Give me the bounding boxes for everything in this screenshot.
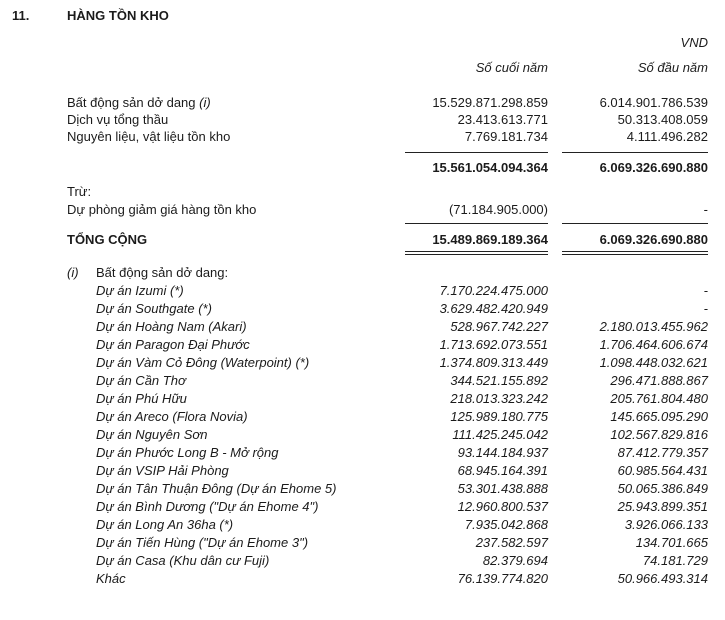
project-value-end: 3.629.482.420.949 [439, 301, 548, 316]
project-value-end: 7.935.042.868 [464, 517, 548, 532]
section-title: HÀNG TỒN KHO [67, 8, 169, 23]
project-value-end: 12.960.800.537 [457, 499, 548, 514]
subtotal-end: 15.561.054.094.364 [432, 160, 548, 175]
project-name: Dự án VSIP Hải Phòng [96, 463, 229, 478]
total-begin: 6.069.326.690.880 [599, 232, 708, 247]
project-value-begin: 205.761.804.480 [610, 391, 708, 406]
project-name: Dự án Vàm Cỏ Đông (Waterpoint) (*) [96, 355, 310, 370]
project-value-begin: 50.065.386.849 [617, 481, 708, 496]
project-name: Dự án Nguyên Sơn [96, 427, 208, 442]
rule-subtotal-end [405, 152, 548, 153]
project-value-end: 53.301.438.888 [457, 481, 548, 496]
project-name: Dự án Phước Long B - Mở rộng [96, 445, 279, 460]
row-value-begin-1: 50.313.408.059 [617, 112, 708, 127]
project-value-begin: 25.943.899.351 [617, 499, 708, 514]
section-number: 11. [12, 8, 30, 23]
provision-end: (71.184.905.000) [448, 202, 548, 217]
project-value-end: 76.139.774.820 [457, 571, 548, 586]
column-header-end: Số cuối năm [475, 60, 548, 75]
project-value-end: 111.425.245.042 [452, 427, 548, 442]
project-name: Dự án Cần Thơ [96, 373, 186, 388]
project-value-begin: 50.966.493.314 [617, 571, 708, 586]
project-value-end: 1.374.809.313.449 [439, 355, 548, 370]
provision-begin: - [703, 202, 708, 217]
row-label-0 [67, 95, 211, 110]
rule-total-begin-double-bottom [562, 254, 708, 255]
project-value-begin: 1.706.464.606.674 [599, 337, 708, 352]
project-name: Dự án Tân Thuận Đông (Dự án Ehome 5) [96, 481, 337, 496]
rule-total-begin [562, 223, 708, 224]
project-name: Dự án Izumi (*) [96, 283, 184, 298]
row-label-0-text: Bất động sản dở dang [67, 95, 200, 110]
row-value-end-0: 15.529.871.298.859 [432, 95, 548, 110]
total-label: TỔNG CỘNG [67, 232, 148, 247]
column-header-begin: Số đầu năm [637, 60, 708, 75]
project-name: Dự án Phú Hữu [96, 391, 187, 406]
row-value-begin-0: 6.014.901.786.539 [599, 95, 708, 110]
row-label-2: Nguyên liệu, vật liệu tồn kho [67, 129, 231, 144]
project-value-begin: 60.985.564.431 [617, 463, 708, 478]
project-value-begin: - [703, 283, 708, 298]
rule-total-end [405, 223, 548, 224]
project-value-begin: 74.181.729 [642, 553, 708, 568]
row-value-end-1: 23.413.613.771 [457, 112, 548, 127]
rule-total-end-double-bottom [405, 254, 548, 255]
project-value-begin: 2.180.013.455.962 [599, 319, 708, 334]
project-name: Khác [96, 571, 126, 586]
less-label: Trừ: [67, 184, 92, 199]
row-value-end-2: 7.769.181.734 [464, 129, 548, 144]
project-value-end: 82.379.694 [482, 553, 548, 568]
project-value-end: 125.989.180.775 [450, 409, 548, 424]
project-value-begin: 1.098.448.032.621 [599, 355, 708, 370]
note-marker: (i) [67, 265, 79, 280]
project-name: Dự án Areco (Flora Novia) [96, 409, 248, 424]
total-end: 15.489.869.189.364 [432, 232, 548, 247]
project-name: Dự án Tiến Hùng ("Dự án Ehome 3") [96, 535, 309, 550]
project-value-end: 7.170.224.475.000 [439, 283, 548, 298]
project-value-end: 1.713.692.073.551 [439, 337, 548, 352]
project-value-end: 218.013.323.242 [450, 391, 548, 406]
project-name: Dự án Long An 36ha (*) [96, 517, 234, 532]
project-value-begin: 3.926.066.133 [624, 517, 708, 532]
subtotal-begin: 6.069.326.690.880 [599, 160, 708, 175]
project-value-begin: 102.567.829.816 [610, 427, 708, 442]
note-title: Bất động sản dở dang: [96, 265, 229, 280]
project-value-end: 344.521.155.892 [450, 373, 548, 388]
project-name: Dự án Paragon Đại Phước [96, 337, 250, 352]
rule-total-begin-double-top [562, 251, 708, 252]
row-label-0-note: (i) [199, 95, 211, 110]
project-value-begin: 87.412.779.357 [617, 445, 708, 460]
project-value-begin: 145.665.095.290 [610, 409, 708, 424]
rule-subtotal-begin [562, 152, 708, 153]
rule-total-end-double-top [405, 251, 548, 252]
project-name: Dự án Bình Dương ("Dự án Ehome 4") [96, 499, 319, 514]
project-name: Dự án Casa (Khu dân cư Fuji) [96, 553, 270, 568]
project-value-end: 237.582.597 [475, 535, 548, 550]
project-value-begin: 134.701.665 [635, 535, 708, 550]
row-label-1: Dịch vụ tổng thầu [67, 112, 169, 127]
project-value-end: 528.967.742.227 [450, 319, 548, 334]
project-value-begin: 296.471.888.867 [610, 373, 708, 388]
provision-label: Dự phòng giảm giá hàng tồn kho [67, 202, 257, 217]
project-name: Dự án Hoàng Nam (Akari) [96, 319, 247, 334]
project-value-end: 93.144.184.937 [457, 445, 548, 460]
project-name: Dự án Southgate (*) [96, 301, 212, 316]
project-value-end: 68.945.164.391 [457, 463, 548, 478]
currency-label: VND [680, 35, 708, 50]
project-value-begin: - [703, 301, 708, 316]
row-value-begin-2: 4.111.496.282 [626, 129, 708, 144]
